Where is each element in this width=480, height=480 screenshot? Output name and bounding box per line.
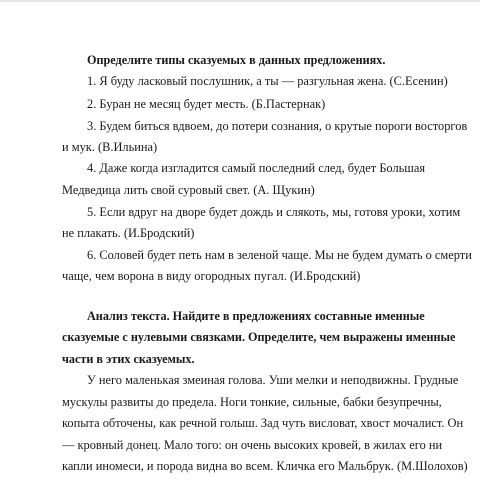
task2-text-line: У него маленькая змеиная голова. Уши мелки и неподвижны. Грудные — [87, 373, 459, 387]
task1-heading: Определите типы сказуемых в данных предложениях. — [87, 53, 386, 67]
task2-text-line: — кровный донец. Мало того: он очень высоких кровей, в жилах его ни — [62, 438, 443, 452]
task2-heading-line: части в этих сказуемых. — [62, 352, 195, 366]
task2-text-line: копыта обточены, как речной голыш. Зад чуть висловат, хвост мочалист. Он — [62, 416, 464, 430]
task1-line: 3. Будем биться вдвоем, до потери сознания, о крутые пороги восторгов — [87, 119, 468, 133]
task1-line: и мук. (В.Ильина) — [62, 140, 158, 154]
task1-line: Медведица лить свой суровый свет. (А. Щукин) — [62, 183, 315, 197]
task1-line: 5. Если вдруг на дворе будет дождь и слякоть, мы, готовя уроки, хотим — [87, 205, 461, 219]
task2-heading-line: Анализ текста. Найдите в предложениях составные именные — [87, 309, 425, 323]
task1-line: 6. Соловей будет петь нам в зеленой чаще. Мы не будем думать о смерти — [87, 248, 472, 262]
task2-heading-line: сказуемые с нулевыми связками. Определите, чем выражены именные — [62, 330, 456, 344]
task1-line: 1. Я буду ласковый послушник, а ты — разгульная жена. (С.Есенин) — [87, 74, 448, 88]
task2-text-line: мускулы развиты до предела. Ноги тонкие, сильные, бабки безупречны, — [62, 395, 442, 409]
task1-line: 2. Буран не месяц будет месть. (Б.Пастернак) — [87, 97, 326, 111]
task1-line: 4. Даже когда изгладится самый последний след, будет Большая — [87, 161, 426, 175]
task1-line: чаще, чем ворона в виду огородных пугал. (И.Бродский) — [62, 269, 361, 283]
task1-line: не плакать. (И.Бродский) — [62, 226, 195, 240]
task2-text-line: капли иномеси, и порода видна во всем. Кличка его Мальбрук. (М.Шолохов) — [62, 459, 468, 473]
